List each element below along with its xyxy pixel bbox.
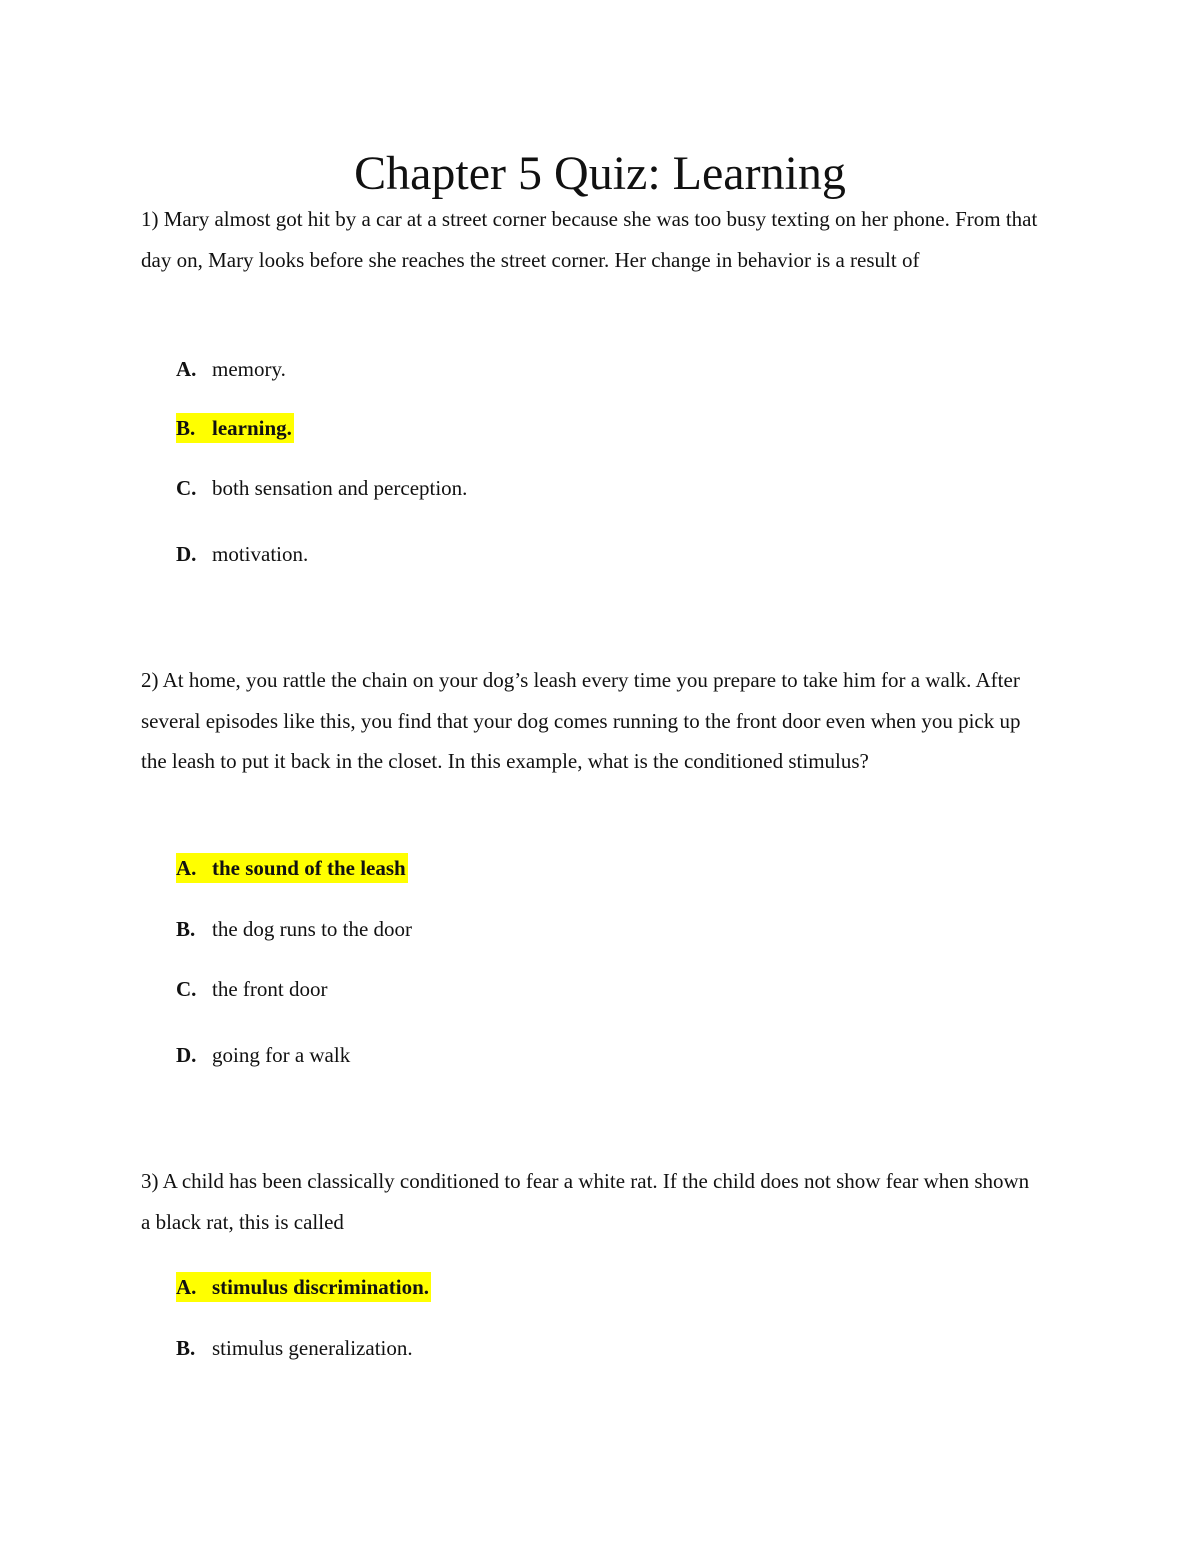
page-title: Chapter 5 Quiz: Learning bbox=[354, 147, 846, 200]
option-text: both sensation and perception. bbox=[212, 476, 468, 500]
option-letter: A. bbox=[176, 856, 197, 880]
option-text: learning. bbox=[212, 416, 292, 440]
option-text: going for a walk bbox=[212, 1043, 351, 1067]
option-letter: B. bbox=[176, 917, 196, 941]
question-3-option-b bbox=[176, 1333, 413, 1363]
option-text: the sound of the leash bbox=[212, 856, 406, 880]
option-text: the dog runs to the door bbox=[212, 917, 413, 941]
option-letter: B. bbox=[176, 1336, 196, 1360]
question-2-option-d bbox=[176, 1040, 350, 1070]
option-letter: D. bbox=[176, 542, 197, 566]
option-text: stimulus discrimination. bbox=[212, 1275, 430, 1299]
question-2-text: 2) At home, you rattle the chain on your dog’s leash every time you prepare to take him for a walk. After several episodes like this, you find that your dog comes running to the front door even when you pick up the leash to put it back in the closet. In this example, what is the conditioned stimulus? bbox=[141, 668, 1021, 773]
option-letter: B. bbox=[176, 416, 196, 440]
question-2-option-a-correct bbox=[176, 853, 408, 883]
option-letter: C. bbox=[176, 977, 197, 1001]
option-letter: C. bbox=[176, 476, 197, 500]
question-3-text: 3) A child has been classically conditioned to fear a white rat. If the child does not show fear when shown a black rat, this is called bbox=[141, 1169, 1030, 1234]
question-2-option-b bbox=[176, 914, 412, 944]
question-2-option-c bbox=[176, 974, 327, 1004]
question-3-option-a-correct bbox=[176, 1272, 431, 1302]
question-1-option-c bbox=[176, 473, 467, 503]
question-1-option-a bbox=[176, 354, 286, 384]
question-1-text: 1) Mary almost got hit by a car at a street corner because she was too busy texting on her phone. From that day on, Mary looks before she reaches the street corner. Her change in behavior is a result of bbox=[141, 207, 1038, 272]
option-text: stimulus generalization. bbox=[212, 1336, 413, 1360]
option-letter: A. bbox=[176, 1275, 197, 1299]
option-letter: D. bbox=[176, 1043, 197, 1067]
option-text: memory. bbox=[212, 357, 286, 381]
option-text: the front door bbox=[212, 977, 328, 1001]
question-1-option-d bbox=[176, 539, 308, 569]
question-1-option-b-correct bbox=[176, 413, 294, 443]
option-text: motivation. bbox=[212, 542, 309, 566]
option-letter: A. bbox=[176, 357, 197, 381]
